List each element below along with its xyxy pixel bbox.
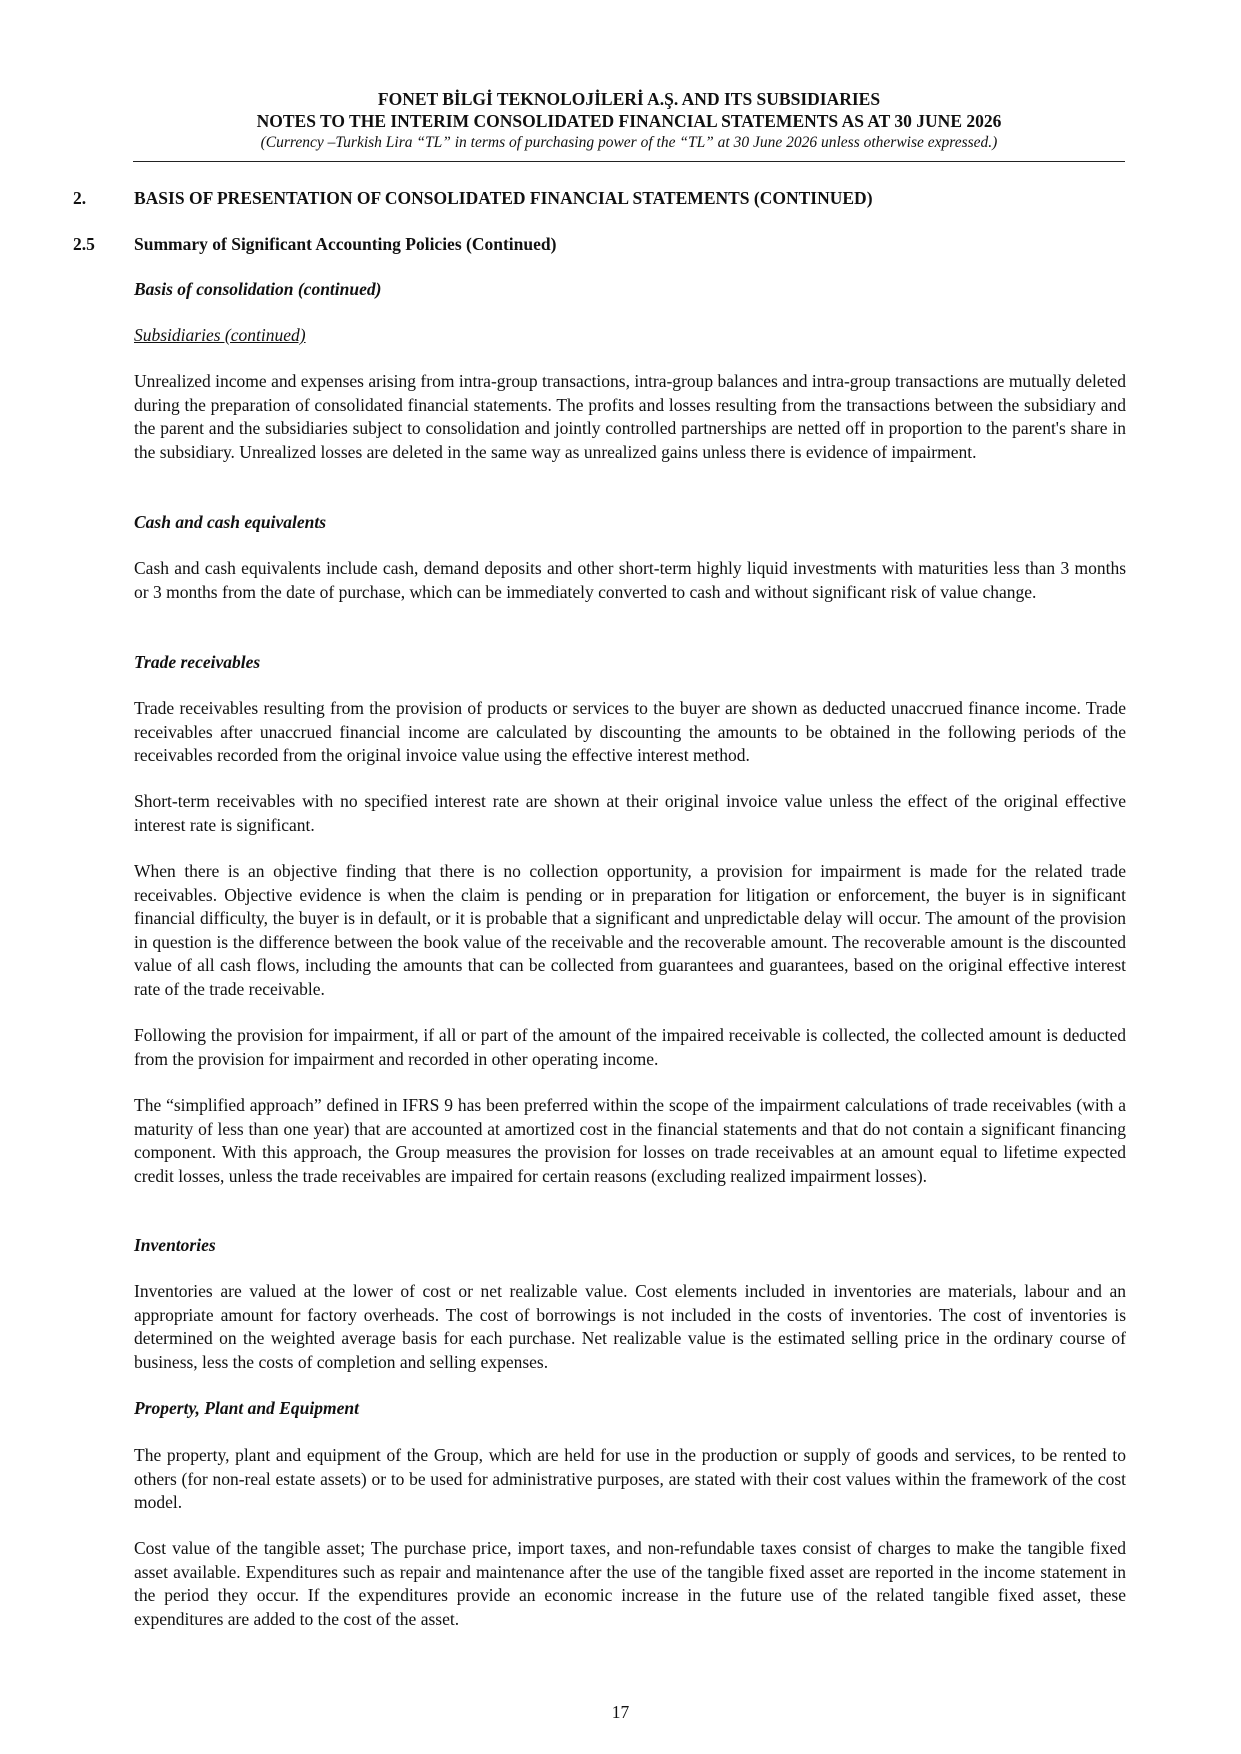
- trade-paragraph-2: Short-term receivables with no specified interest rate are shown at their original invoice value unless the effect of the original effective interest rate is significant.: [134, 791, 1126, 835]
- ppe-paragraph-2: Cost value of the tangible asset; The purchase price, import taxes, and non-refundable taxes consist of charges to make the tangible fixed asset available. Expenditures such as repair and maintenance after the use of the tangible fixed asset are reported in the income statement in the period they occur. If the expenditures provide an economic increase in the future use of the related tangible fixed asset, these expenditures are added to the cost of the asset.: [134, 1538, 1126, 1629]
- cash-heading: Cash and cash equivalents: [134, 512, 327, 532]
- section-number: 2.: [73, 188, 87, 208]
- trade-paragraph-2-block: [134, 790, 1126, 837]
- trade-paragraph-3: When there is an objective finding that there is no collection opportunity, a provision for impairment is made for the related trade receivables. Objective evidence is when the claim is pending or in preparation for litigation or enforcement, the buyer is in significant financial difficulty, the buyer is in default, or it is probable that a significant and unpredictable delay will occur. The amount of the provision in question is the difference between the book value of the receivable and the recoverable amount. The recoverable amount is the discounted value of all cash flows, including the amounts that can be collected from guarantees and guarantees, based on the original effective interest rate of the trade receivable.: [134, 861, 1126, 999]
- company-name: FONET BİLGİ TEKNOLOJİLERİ A.Ş. AND ITS SUBSIDIARIES: [377, 89, 881, 109]
- inventories-paragraph-block: [134, 1280, 1126, 1374]
- ppe-paragraph-1: The property, plant and equipment of the Group, which are held for use in the production or supply of goods and services, to be rented to others (for non-real estate assets) or to be used for administrative purposes, are stated with their cost values within the framework of the cost model.: [134, 1445, 1126, 1512]
- consolidation-heading: Basis of consolidation (continued): [134, 279, 382, 299]
- page-header: [133, 88, 1125, 153]
- currency-note: (Currency –Turkish Lira “TL” in terms of purchasing power of the “TL” at 30 June 2026 unless otherwise expressed.): [260, 134, 998, 151]
- subsection-number: 2.5: [73, 234, 95, 254]
- page-number: 17: [611, 1702, 630, 1722]
- subsection-title: Summary of Significant Accounting Policies (Continued): [134, 234, 557, 254]
- notes-title: NOTES TO THE INTERIM CONSOLIDATED FINANCIAL STATEMENTS AS AT 30 JUNE 2026: [256, 111, 1002, 131]
- trade-paragraph-1: Trade receivables resulting from the provision of products or services to the buyer are shown as deducted unaccrued finance income. Trade receivables after unaccrued financial income are calculated by discounting the amounts to be obtained in the following periods of the receivables recorded from the original invoice value using the effective interest method.: [134, 698, 1126, 765]
- trade-paragraph-4: Following the provision for impairment, if all or part of the amount of the impaired receivable is collected, the collected amount is deducted from the provision for impairment and recorded in other operating income.: [134, 1025, 1126, 1069]
- inventories-heading-block: [134, 1234, 1126, 1258]
- trade-paragraph-5-block: [134, 1094, 1126, 1188]
- subsidiaries-heading: Subsidiaries (continued): [134, 325, 306, 345]
- ppe-heading: Property, Plant and Equipment: [134, 1398, 359, 1418]
- header-divider: [133, 161, 1125, 162]
- trade-paragraph-3-block: [134, 860, 1126, 1001]
- consolidation-heading-block: [134, 278, 1126, 302]
- inventories-paragraph: Inventories are valued at the lower of cost or net realizable value. Cost elements included in inventories are materials, labour and an appropriate amount for factory overheads. The cost of borrowings is not included in the costs of inventories. The cost of inventories is determined on the weighted average basis for each purchase. Net realizable value is the estimated selling price in the ordinary course of business, less the costs of completion and selling expenses.: [134, 1281, 1126, 1372]
- trade-paragraph-5: The “simplified approach” defined in IFRS 9 has been preferred within the scope of the impairment calculations of trade receivables (with a maturity of less than one year) that are accounted at amortized cost in the financial statements and that do not contain a significant financing component. With this approach, the Group measures the provision for losses on trade receivables at an amount equal to lifetime expected credit losses, unless the trade receivables are impaired for certain reasons (excluding realized impairment losses).: [134, 1095, 1126, 1186]
- trade-heading-block: [134, 651, 1126, 675]
- ppe-heading-block: [134, 1397, 1126, 1421]
- cash-paragraph-block: [134, 557, 1126, 604]
- subsidiaries-heading-block: [134, 324, 1126, 348]
- trade-paragraph-4-block: [134, 1024, 1126, 1071]
- ppe-paragraph-1-block: [134, 1444, 1126, 1515]
- ppe-paragraph-2-block: [134, 1537, 1126, 1631]
- subsidiaries-paragraph-block: [134, 370, 1126, 464]
- section-title: BASIS OF PRESENTATION OF CONSOLIDATED FINANCIAL STATEMENTS (CONTINUED): [134, 188, 873, 208]
- trade-heading: Trade receivables: [134, 652, 261, 672]
- subsidiaries-paragraph: Unrealized income and expenses arising from intra-group transactions, intra-group balances and intra-group transactions are mutually deleted during the preparation of consolidated financial statements. The profits and losses resulting from the transactions between the subsidiary and the parent and the subsidiaries subject to consolidation and jointly controlled partnerships are netted off in proportion to the parent's share in the subsidiary. Unrealized losses are deleted in the same way as unrealized gains unless there is evidence of impairment.: [134, 371, 1126, 462]
- inventories-heading: Inventories: [134, 1235, 216, 1255]
- cash-heading-block: [134, 511, 1126, 535]
- cash-paragraph: Cash and cash equivalents include cash, demand deposits and other short-term highly liquid investments with maturities less than 3 months or 3 months from the date of purchase, which can be immediately converted to cash and without significant risk of value change.: [134, 558, 1126, 602]
- trade-paragraph-1-block: [134, 697, 1126, 768]
